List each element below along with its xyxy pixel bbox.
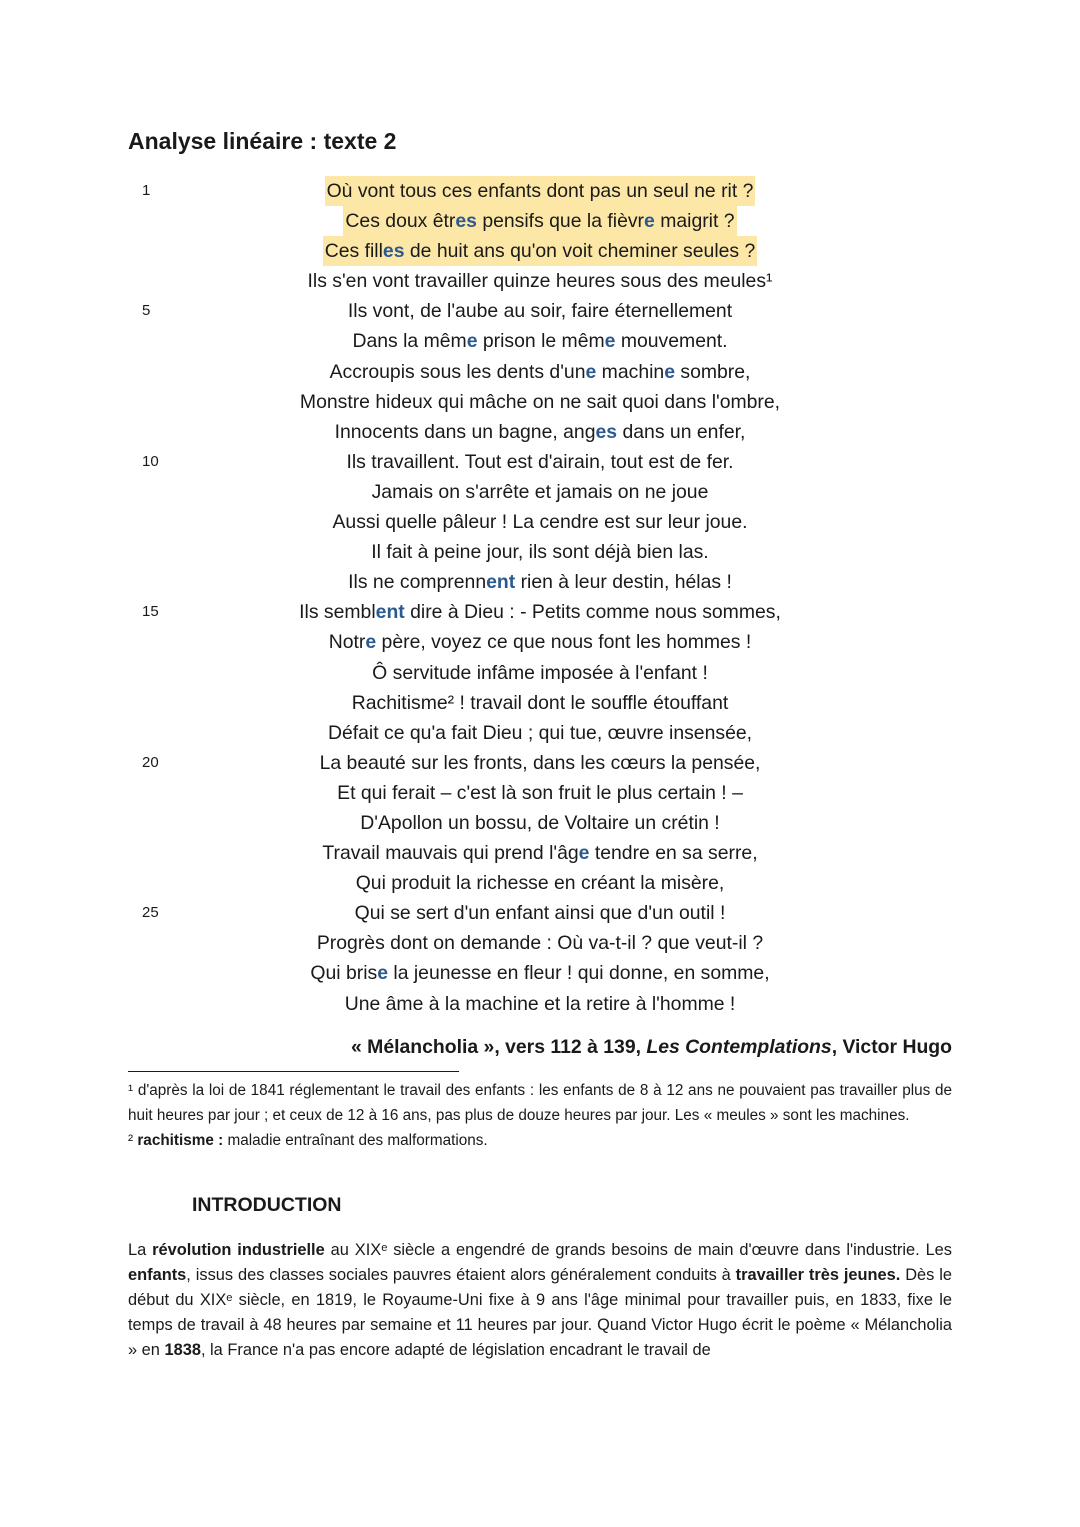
intro-text-4: Dès le début du XIXᵉ siècle, en 1819, le Royaume-Uni fixe à 9 ans l'âge minimal pour travailler puis, en 1833, fixe le temps de travail à 48 heures par semaine et 11 heures par jour. Quand Victor Hugo écrit le poème « Mélancholia » en: [128, 1266, 953, 1359]
poem-line: [128, 748, 952, 778]
verse-text: Défait ce qu'a fait Dieu ; qui tue, œuvre insensée,: [327, 721, 753, 744]
poem-line: [128, 266, 952, 296]
poem-line: [128, 447, 952, 477]
poem-line: [128, 176, 952, 206]
poem-line: [128, 627, 952, 657]
poem-line: [128, 989, 952, 1019]
intro-bold-3: travailler très jeunes.: [735, 1266, 901, 1284]
footnote-separator: [128, 1071, 459, 1072]
intro-text-5: , la France n'a pas encore adapté de législation encadrant le travail de: [200, 1341, 711, 1359]
source-work: Les Contemplations: [646, 1036, 832, 1058]
poem-line: [128, 597, 952, 627]
intro-text-1: La: [128, 1241, 153, 1259]
verse-text: Ils travaillent. Tout est d'airain, tout est de fer.: [346, 450, 734, 473]
verse-text: Travail mauvais qui prend l'âge tendre en sa serre,: [322, 842, 758, 865]
poem-line: [128, 838, 952, 868]
verse-text: Innocents dans un bagne, anges dans un enfer,: [334, 420, 746, 443]
verse-text: Qui produit la richesse en créant la misère,: [355, 872, 725, 895]
verse-text: Ils s'en vont travailler quinze heures sous des meules¹: [307, 270, 773, 293]
poem-line: [128, 928, 952, 958]
verse-text: Une âme à la machine et la retire à l'homme !: [344, 992, 736, 1015]
verse-text: Rachitisme² ! travail dont le souffle étouffant: [351, 691, 729, 714]
verse-text: Ces filles de huit ans qu'on voit cheminer seules ?: [323, 236, 758, 266]
verse-text: Il fait à peine jour, ils sont déjà bien las.: [371, 541, 709, 564]
verse-text: Monstre hideux qui mâche on ne sait quoi dans l'ombre,: [299, 390, 781, 413]
intro-text-3: , issus des classes sociales pauvres étaient alors généralement conduits à: [186, 1266, 736, 1284]
poem-line: [128, 808, 952, 838]
intro-text-2: au XIXᵉ siècle a engendré de grands besoins de main d'œuvre dans l'industrie. Les: [324, 1241, 952, 1259]
footnote-2-text: maladie entraînant des malformations.: [223, 1132, 488, 1149]
introduction-heading: INTRODUCTION: [192, 1194, 342, 1216]
poem-line: [128, 688, 952, 718]
poem-line: [128, 778, 952, 808]
footnotes: [128, 1078, 952, 1153]
intro-bold-1: révolution industrielle: [152, 1241, 325, 1259]
verse-text: Ô servitude infâme imposée à l'enfant !: [372, 661, 708, 684]
verse-text: Dans la même prison le même mouvement.: [352, 330, 728, 353]
page-title: Analyse linéaire : texte 2: [128, 128, 397, 154]
footnote-1-text: d'après la loi de 1841 réglementant le travail des enfants : les enfants de 8 à 12 ans ne pouvaient pas travailler plus de huit heures par jour ; et ceux de 12 à 16 ans, pas plus de douze heures par jour. Les « meules » sont les machines.: [128, 1082, 952, 1124]
poem-line: [128, 507, 952, 537]
poem-line: [128, 658, 952, 688]
poem-line: [128, 357, 952, 387]
poem-line: [128, 206, 952, 236]
footnote-1-mark: ¹: [128, 1082, 134, 1099]
footnote-2-mark: ²: [128, 1132, 138, 1149]
poem: [128, 176, 952, 1019]
poem-line: [128, 387, 952, 417]
line-number: 5: [142, 302, 151, 320]
poem-line: [128, 537, 952, 567]
verse-text: Progrès dont on demande : Où va-t-il ? que veut-il ?: [316, 932, 764, 955]
verse-text: D'Apollon un bossu, de Voltaire un crétin !: [360, 811, 720, 834]
verse-text: Ils ne comprennent rien à leur destin, hélas !: [348, 571, 732, 594]
footnote-1: [128, 1078, 952, 1128]
poem-line: [128, 296, 952, 326]
poem-line: [128, 236, 952, 266]
verse-text: Jamais on s'arrête et jamais on ne joue: [371, 480, 709, 503]
source-prefix: « Mélancholia », vers 112 à 139,: [351, 1036, 647, 1058]
poem-line: [128, 477, 952, 507]
poem-source: [128, 1036, 952, 1059]
line-number: 25: [142, 904, 159, 922]
line-number: 10: [142, 452, 159, 470]
line-number: 15: [142, 603, 159, 621]
verse-text: Ces doux êtres pensifs que la fièvre maigrit ?: [343, 206, 736, 236]
verse-text: Qui brise la jeunesse en fleur ! qui donne, en somme,: [310, 962, 770, 985]
poem-line: [128, 326, 952, 356]
verse-text: Notre père, voyez ce que nous font les hommes !: [328, 631, 752, 654]
source-suffix: , Victor Hugo: [831, 1036, 952, 1058]
intro-bold-4: 1838: [164, 1341, 201, 1359]
poem-line: [128, 868, 952, 898]
poem-line: [128, 417, 952, 447]
verse-text: Où vont tous ces enfants dont pas un seul ne rit ?: [325, 176, 756, 206]
poem-line: [128, 567, 952, 597]
footnote-2: [128, 1128, 952, 1153]
verse-text: Ils vont, de l'aube au soir, faire éternellement: [347, 300, 733, 323]
footnote-2-term: rachitisme :: [137, 1132, 224, 1149]
line-number: 1: [142, 182, 151, 199]
verse-text: Ils semblent dire à Dieu : - Petits comme nous sommes,: [299, 601, 781, 624]
verse-text: Accroupis sous les dents d'une machine sombre,: [329, 360, 751, 383]
poem-line: [128, 898, 952, 928]
poem-line: [128, 718, 952, 748]
poem-line: [128, 958, 952, 988]
introduction-paragraph: [128, 1238, 952, 1363]
verse-text: La beauté sur les fronts, dans les cœurs la pensée,: [319, 751, 761, 774]
intro-bold-2: enfants: [128, 1266, 187, 1284]
verse-text: Et qui ferait – c'est là son fruit le plus certain ! –: [337, 781, 743, 804]
verse-text: Qui se sert d'un enfant ainsi que d'un outil !: [354, 902, 726, 925]
verse-text: Aussi quelle pâleur ! La cendre est sur leur joue.: [332, 511, 748, 534]
line-number: 20: [142, 753, 159, 771]
